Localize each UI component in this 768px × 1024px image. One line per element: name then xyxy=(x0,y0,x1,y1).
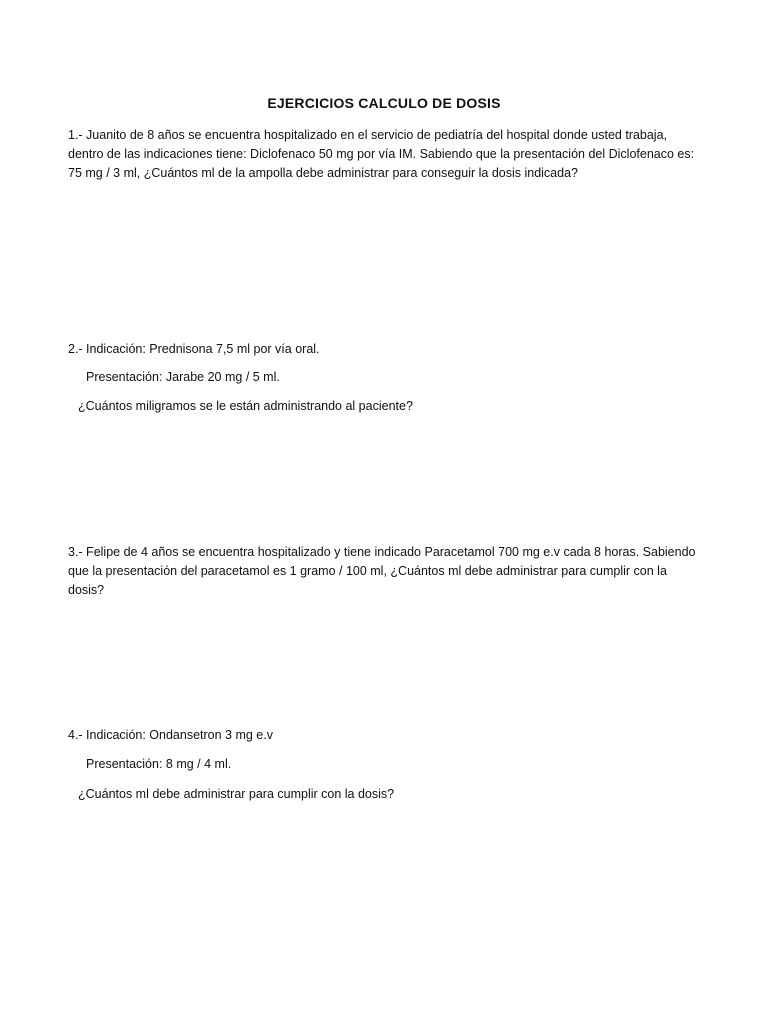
exercise-3-line-3: dosis? xyxy=(68,583,105,597)
exercise-4-presentacion: Presentación: 8 mg / 4 ml. xyxy=(86,757,232,771)
exercise-1-line-2: dentro de las indicaciones tiene: Diclofenaco 50 mg por vía IM. Sabiendo que la presentación del Diclofenaco es: xyxy=(68,147,695,161)
exercise-3-line-1: 3.- Felipe de 4 años se encuentra hospitalizado y tiene indicado Paracetamol 700 mg e.v cada 8 horas. Sabiendo xyxy=(68,545,696,559)
exercise-3-line-2: que la presentación del paracetamol es 1 gramo / 100 ml, ¿Cuántos ml debe administrar para cumplir con la xyxy=(68,564,667,578)
exercise-2-indicacion: 2.- Indicación: Prednisona 7,5 ml por vía oral. xyxy=(68,342,320,356)
exercise-1-line-3: 75 mg / 3 ml, ¿Cuántos ml de la ampolla debe administrar para conseguir la dosis indicada? xyxy=(68,166,578,180)
exercise-2-pregunta: ¿Cuántos miligramos se le están administrando al paciente? xyxy=(78,399,413,413)
exercise-2-presentacion: Presentación: Jarabe 20 mg / 5 ml. xyxy=(86,370,280,384)
document-title: EJERCICIOS CALCULO DE DOSIS xyxy=(267,95,501,111)
exercise-4-indicacion: 4.- Indicación: Ondansetron 3 mg e.v xyxy=(68,728,273,742)
exercise-1-line-1: 1.- Juanito de 8 años se encuentra hospitalizado en el servicio de pediatría del hospital donde usted trabaja, xyxy=(68,128,668,142)
exercise-4-pregunta: ¿Cuántos ml debe administrar para cumplir con la dosis? xyxy=(78,787,395,801)
